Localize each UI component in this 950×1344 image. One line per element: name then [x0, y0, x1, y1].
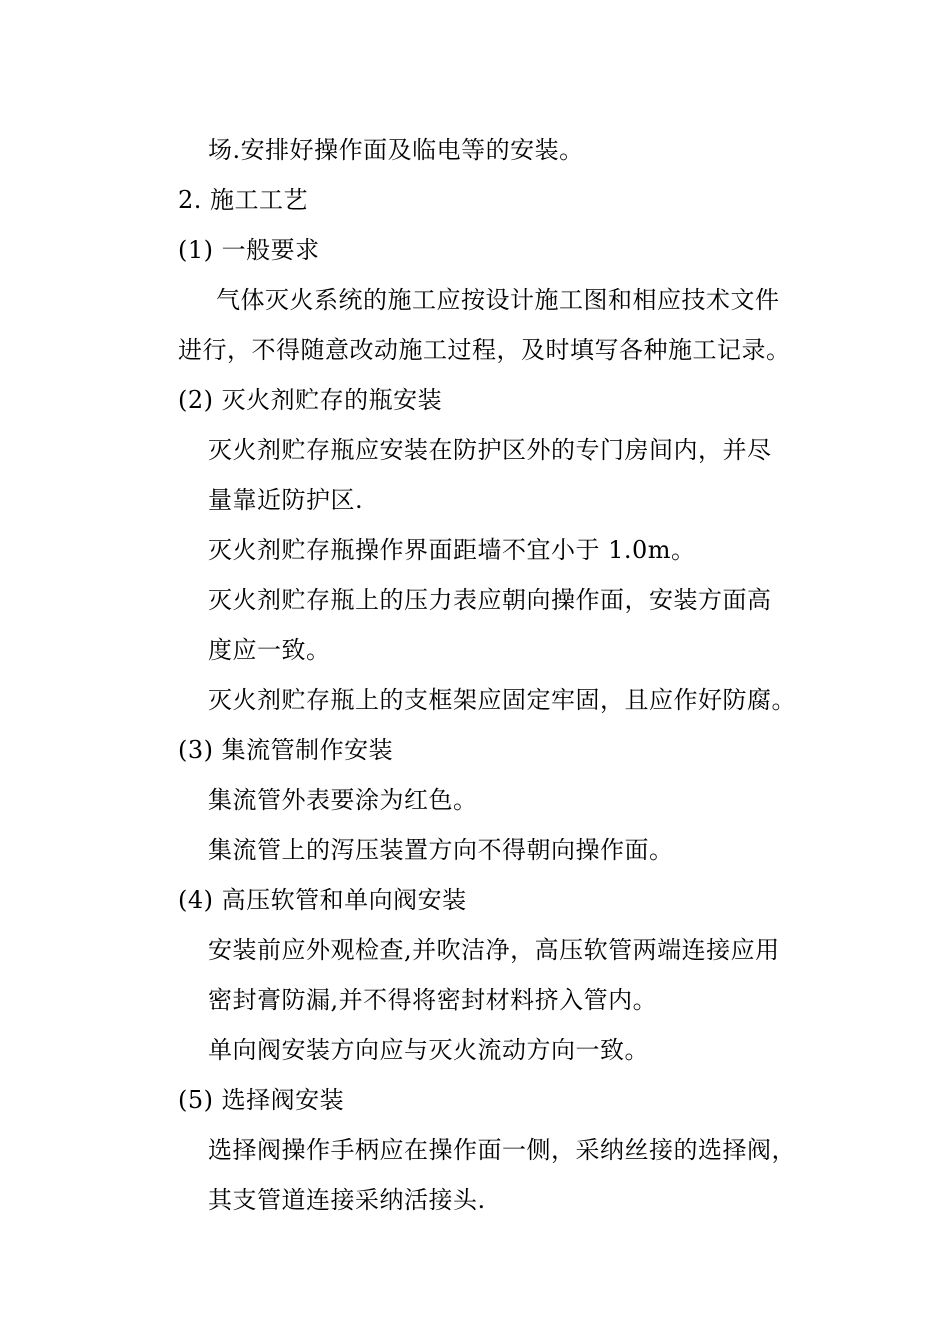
subsection-heading: (4) 高压软管和单向阀安装 — [178, 886, 467, 914]
paragraph-line: 集流管外表要涂为红色。 — [208, 786, 478, 814]
paragraph-line: 灭火剂贮存瓶上的压力表应朝向操作面，安装方面高 — [208, 586, 772, 614]
paragraph-line: 量靠近防护区. — [208, 486, 364, 514]
paragraph-line: 密封膏防漏,并不得将密封材料挤入管内。 — [208, 986, 658, 1014]
subsection-heading: (5) 选择阀安装 — [178, 1086, 345, 1114]
paragraph-line: 单向阀安装方向应与灭火流动方向一致。 — [208, 1036, 649, 1064]
paragraph-line: 进行，不得随意改动施工过程，及时填写各种施工记录。 — [178, 336, 791, 364]
paragraph-line: 气体灭火系统的施工应按设计施工图和相应技术文件 — [216, 286, 780, 314]
subsection-heading: (1) 一般要求 — [178, 236, 320, 264]
paragraph-line: 灭火剂贮存瓶应安装在防护区外的专门房间内，并尽 — [208, 436, 772, 464]
paragraph-line: 其支管道连接采纳活接头. — [208, 1186, 486, 1214]
paragraph-line: 选择阀操作手柄应在操作面一侧，采纳丝接的选择阀， — [208, 1136, 796, 1164]
subsection-heading: (3) 集流管制作安装 — [178, 736, 394, 764]
paragraph-line: 集流管上的泻压装置方向不得朝向操作面。 — [208, 836, 674, 864]
subsection-heading: (2) 灭火剂贮存的瓶安装 — [178, 386, 443, 414]
section-heading: 2. 施工工艺 — [178, 186, 309, 214]
paragraph-line: 灭火剂贮存瓶操作界面距墙不宜小于 1.0m。 — [208, 536, 696, 564]
paragraph-line: 安装前应外观检查,并吹洁净，高压软管两端连接应用 — [208, 936, 780, 964]
paragraph-line: 度应一致。 — [208, 636, 331, 664]
paragraph-line: 灭火剂贮存瓶上的支框架应固定牢固，且应作好防腐。 — [208, 686, 796, 714]
paragraph-line: 场.安排好操作面及临电等的安装。 — [208, 136, 584, 164]
